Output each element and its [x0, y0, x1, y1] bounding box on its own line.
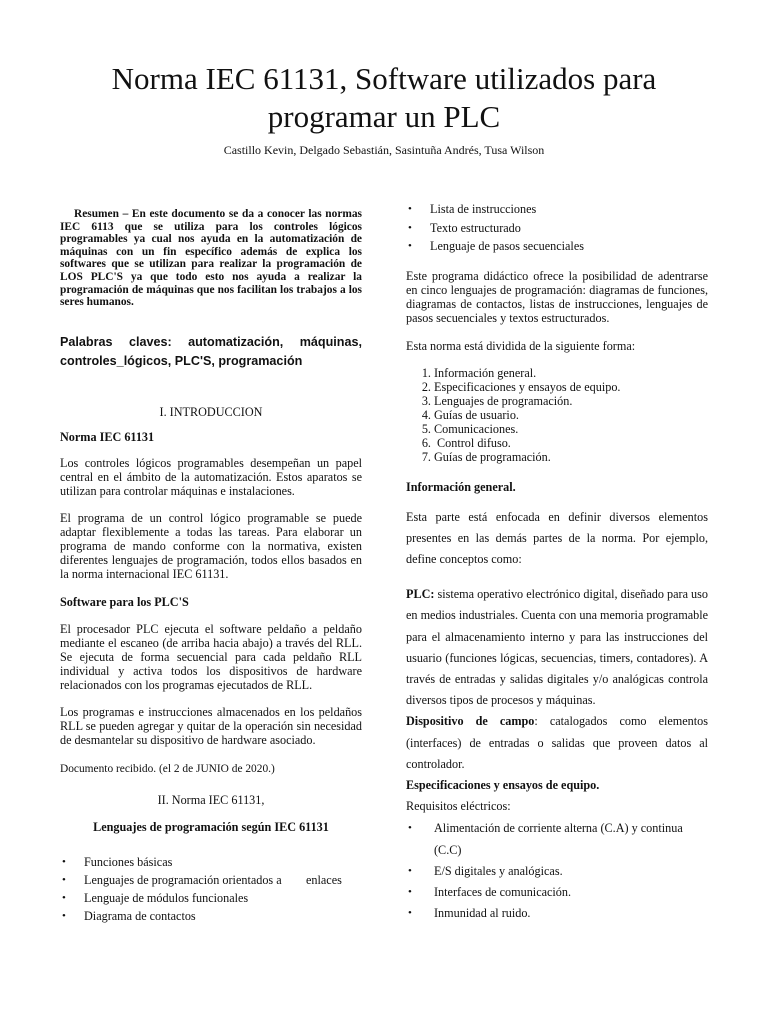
- software-heading: Software para los PLC'S: [60, 594, 189, 609]
- list-item: 5. Comunicaciones.: [434, 422, 708, 436]
- list-item: 3. Lenguajes de programación.: [434, 394, 708, 408]
- software-paragraph-2: Los programas e instrucciones almacenados en los peldaños RLL se pueden agregar y quitar de la operación sin necesidad de desmantelar su dispositivo de hardware asociado.: [60, 704, 362, 747]
- info-general-heading: Información general.: [406, 479, 516, 494]
- list-item: • Alimentación de corriente alterna (C.A) y continua (C.C): [406, 818, 708, 860]
- field-device-definition-text: : catalogados como elementos (interfaces) de entradas o salidas que proveen datos al controlador.: [406, 714, 708, 771]
- list-item: 7. Guías de programación.: [434, 450, 708, 464]
- specifications-heading: Especificaciones y ensayos de equipo.: [406, 777, 600, 792]
- received-note: Documento recibido. (el 2 de JUNIO de 2020.): [60, 762, 275, 775]
- intro-paragraph-2: El programa de un control lógico programable se puede adaptar flexiblemente a todas las tareas. Para elaborar un programa de mando conforme con la normativa, existen diferentes lenguajes de programación, todos ellos basados en la norma internacional IEC 61131.: [60, 510, 362, 581]
- field-device-definition: [406, 711, 708, 775]
- plc-term: PLC:: [406, 587, 435, 602]
- list-item: 1. Información general.: [434, 366, 708, 380]
- list-item: • Texto estructurado: [406, 219, 708, 238]
- list-item: • Diagrama de contactos: [60, 907, 362, 925]
- right-column: [406, 200, 708, 924]
- list-item: 2. Especificaciones y ensayos de equipo.: [434, 380, 708, 394]
- list-item: • Lenguajes de programación orientados a enlaces: [60, 871, 362, 889]
- norma-parts-list: [406, 366, 708, 464]
- languages-list: [60, 853, 362, 925]
- left-column: [60, 208, 362, 925]
- didactic-paragraph: Este programa didáctico ofrece la posibilidad de adentrarse en cinco lenguajes de programación: diagramas de funciones, diagramas de contactos, listas de instrucciones, lenguajes de pasos secuenciales y textos estructurados.: [406, 268, 708, 325]
- norma-heading: Norma IEC 61131: [60, 429, 155, 444]
- plc-definition-text: sistema operativo electrónico digital, diseñado para uso en medios industriales. Cuenta con una memoria programable para el almacenamiento interno y para las instrucciones del usuario (funciones lógicas, secuencias, timers, contadores). A través de entradas y salidas digitales y/o analógicas controla diversos tipos de procesos y máquinas.: [406, 587, 708, 708]
- intro-paragraph-1: Los controles lógicos programables desempeñan un papel central en el ámbito de la automatización. Estos aparatos se utilizan para controlar máquinas e instalaciones.: [60, 455, 362, 498]
- division-intro: Esta norma está dividida de la siguiente forma:: [406, 338, 636, 353]
- field-device-term: Dispositivo de campo: [406, 714, 535, 729]
- plc-definition: [406, 584, 708, 711]
- list-item: • Interfaces de comunicación.: [406, 882, 708, 903]
- info-general-paragraph: Esta parte está enfocada en definir diversos elementos presentes en las demás partes de la norma. Por ejemplo, define conceptos como:: [406, 509, 708, 566]
- list-item: • Funciones básicas: [60, 853, 362, 871]
- list-item: 4. Guías de usuario.: [434, 408, 708, 422]
- list-item: • Inmunidad al ruido.: [406, 903, 708, 924]
- keywords: Palabras claves: automatización, máquinas, controles_lógicos, PLC'S, programación: [60, 334, 362, 368]
- section-heading-introduccion: I. INTRODUCCION: [159, 404, 263, 419]
- section-heading-norma: II. Norma IEC 61131,: [157, 792, 265, 807]
- languages-list-continued: [406, 200, 708, 256]
- paper-title: Norma IEC 61131, Software utilizados para programar un PLC: [111, 61, 657, 134]
- electrical-requirements-list: [406, 818, 708, 924]
- software-paragraph-1: El procesador PLC ejecuta el software peldaño a peldaño mediante el escaneo (de arriba hacia abajo) a través del RLL. Se ejecuta de forma secuencial para cada peldaño RLL individual y activa todos los dispositivos de hardware relacionados con los programas ejecutados de RLL.: [60, 621, 362, 692]
- authors: Castillo Kevin, Delgado Sebastián, Sasintuña Andrés, Tusa Wilson: [223, 143, 545, 157]
- list-item: • Lista de instrucciones: [406, 200, 708, 219]
- languages-heading: Lenguajes de programación según IEC 61131: [93, 819, 329, 834]
- list-item: • E/S digitales y analógicas.: [406, 861, 708, 882]
- list-item: • Lenguaje de pasos secuenciales: [406, 237, 708, 256]
- list-item: • Lenguaje de módulos funcionales: [60, 889, 362, 907]
- abstract: Resumen – En este documento se da a conocer las normas IEC 6113 que se utiliza para los controles lógicos programables ya cual nos ayuda en la automatización de máquinas con un fin específico además de explica los softwares que se utilizan para realizar la programación de LOS PLC'S ya que todo esto nos ayuda a realizar la programación de máquinas que nos facilitan los trabajos a los seres humanos.: [60, 208, 362, 309]
- list-item: 6. Control difuso.: [434, 436, 708, 450]
- electrical-requirements: Requisitos eléctricos:: [406, 799, 511, 814]
